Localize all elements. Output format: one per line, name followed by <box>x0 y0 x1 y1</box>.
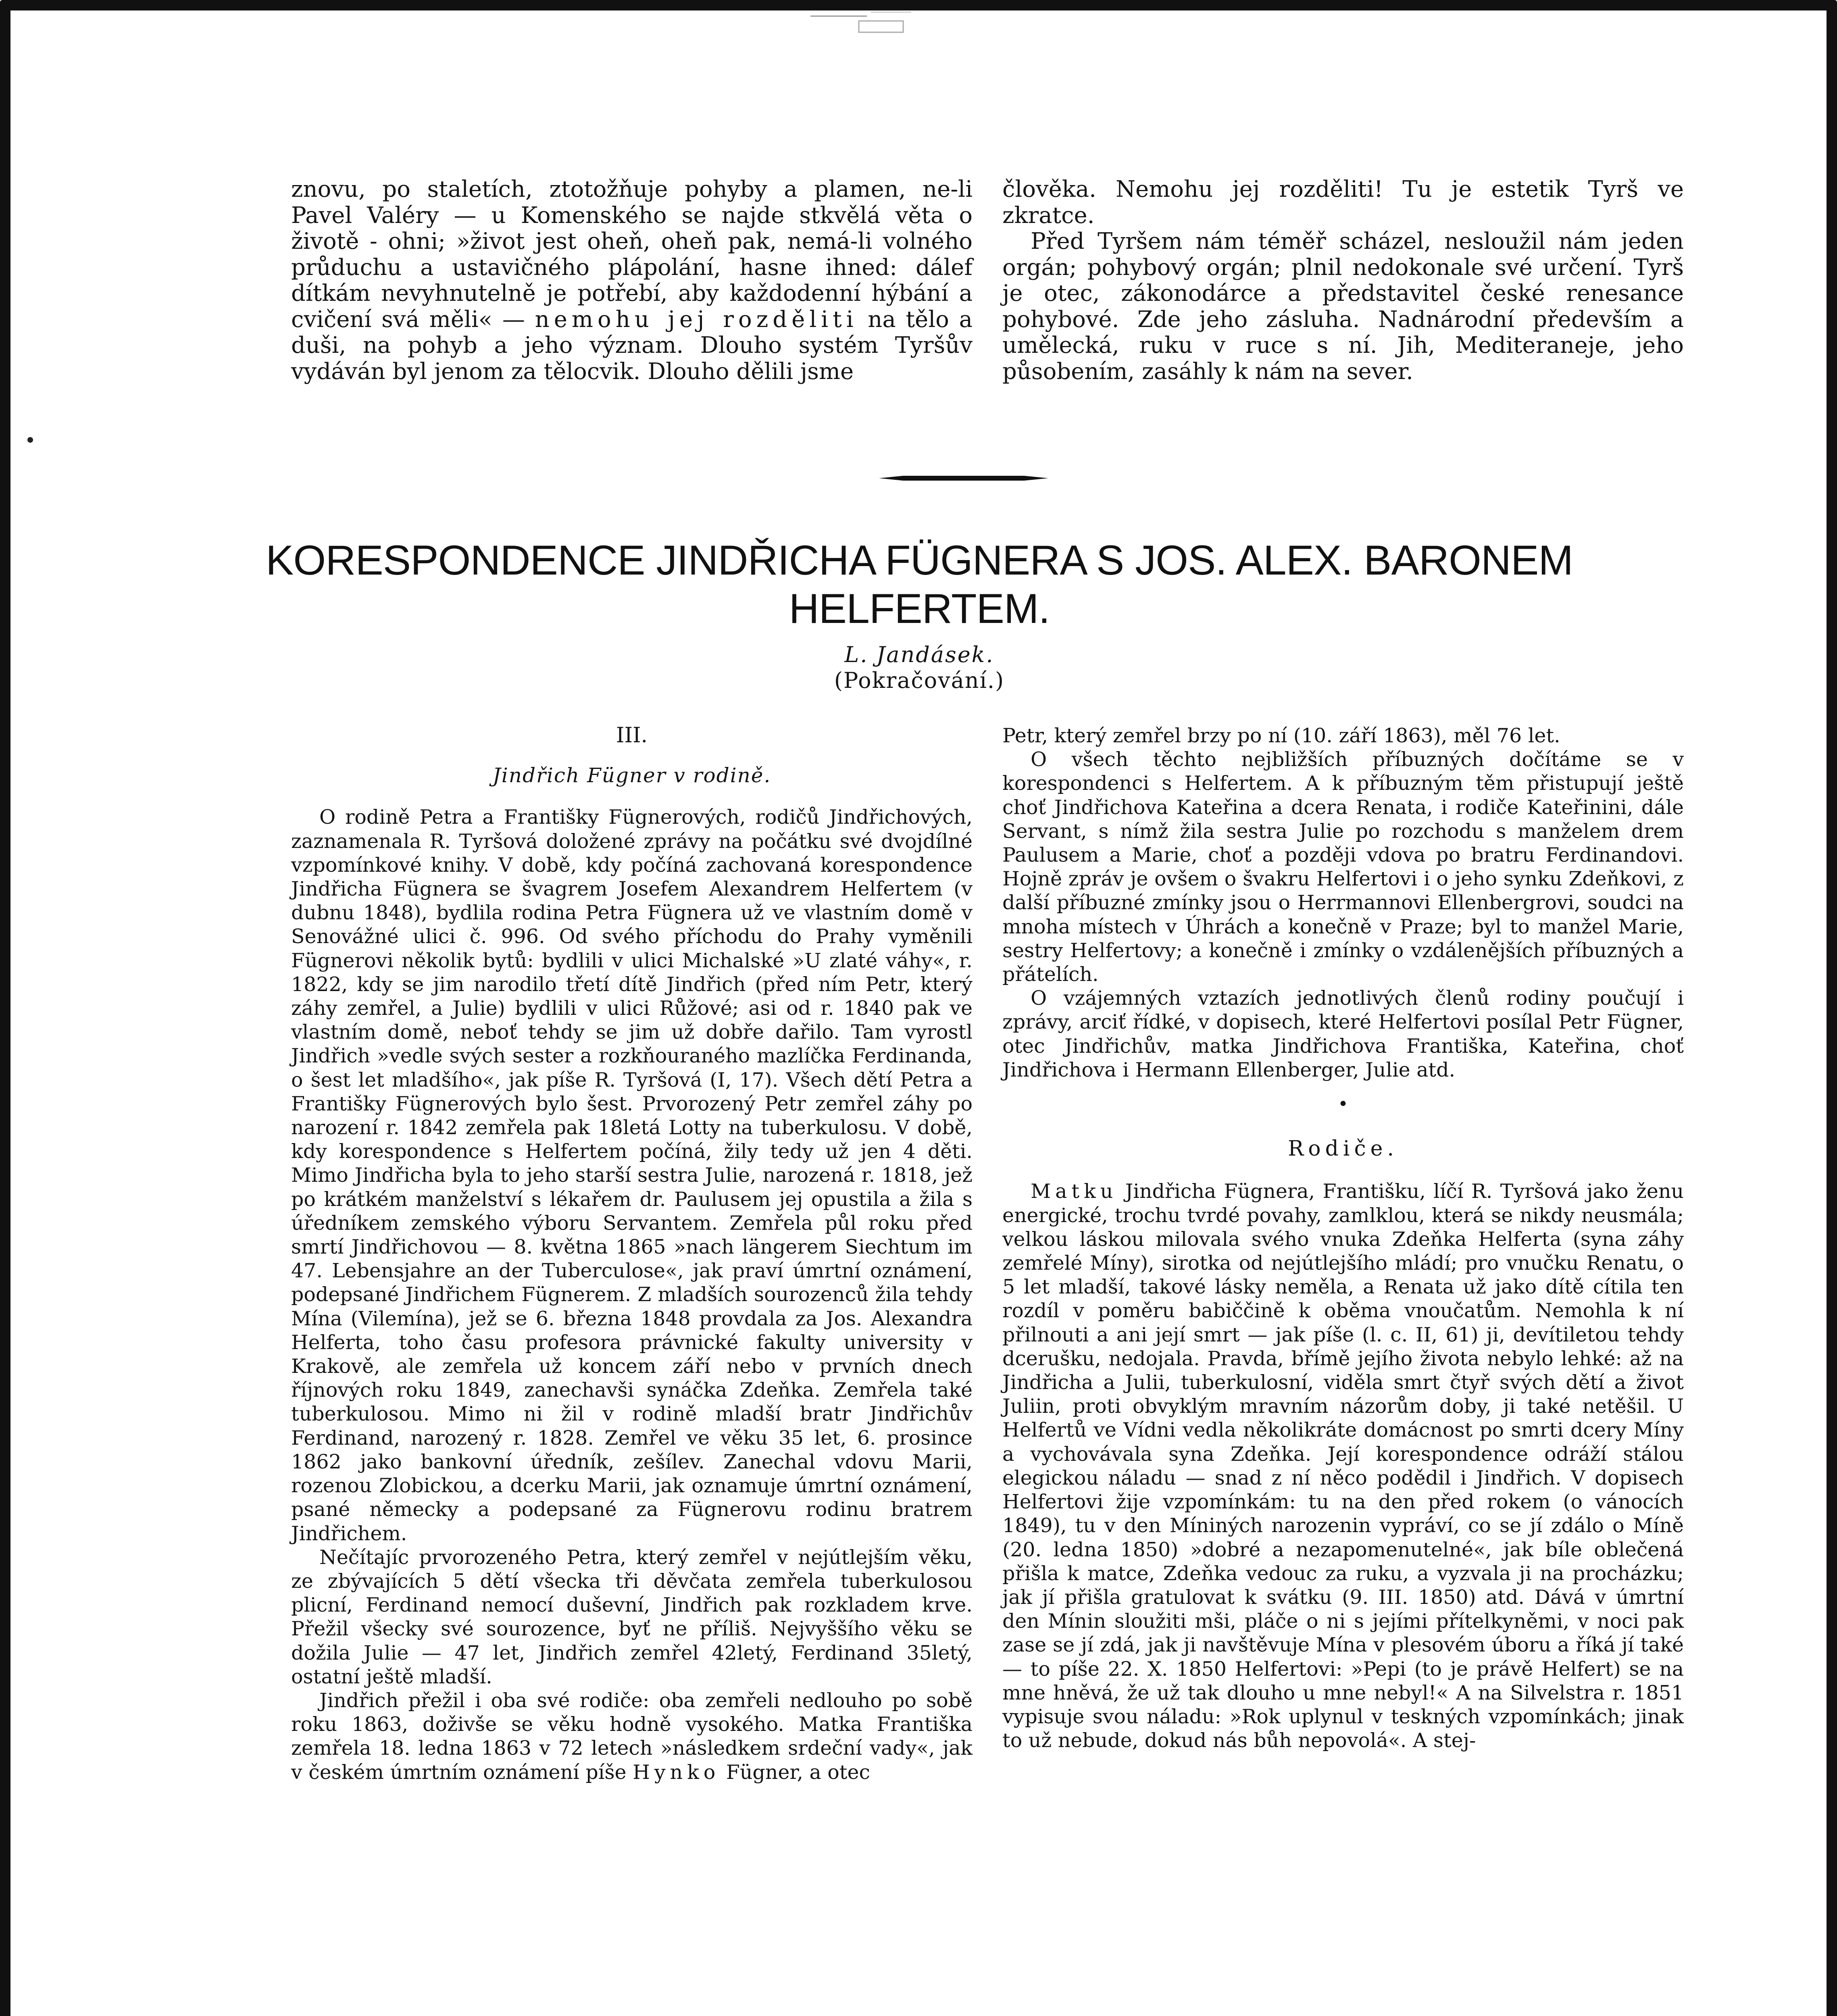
paragraph: O všech těchto nejbližších příbuzných dočítáme se v korespondenci s Helfertem. A k příbuzným těm přistupují ještě choť Jindřichova Kateřina a dcera Renata, i rodiče Kateřinini, dále Servant, s nímž žila sestra Julie po rozchodu s manželem drem Paulusem a Marie, choť a později vdova po bratru Ferdinandovi. Hojně zpráv je ovšem o švakru Helfertovi i o jeho synku Zdeňkovi, z další příbuzné zmínky jsou o Herrmannovi Ellenbergrovi, soudci na mnoha místech v Úhrách a konečně v Praze; byl to manžel Marie, sestry Helfertovy; a konečně i zmínky o vzdálenějších příbuzných a přátelích. <box>1002 748 1684 986</box>
article-title: KORESPONDENCE JINDŘICHA FÜGNERA S JOS. ALEX. BARONEM HELFERTEM. <box>265 537 1573 632</box>
paragraph: Nečítajíc prvorozeného Petra, který zemřel v nejútlejším věku, ze zbývajících 5 dětí všecka tři děvčata zemřela tuberkulosou plicní, Ferdinand nemocí duševní, Jindřich pak rozkladem krve. Přežil všecky své sourozence, byť ne příliš. Nejvyššího věku se dožila Julie — 47 let, Jindřich zemřel 42letý, Ferdinand 35letý, ostatní ještě mladší. <box>291 1545 973 1688</box>
section-heading: Rodiče. <box>1288 1137 1398 1161</box>
paragraph: Jindřich přežil i oba své rodiče: oba zemřeli nedlouho po sobě roku 1863, doživše se věku hodně vysokého. Matka Františka zemřela 18. ledna 1863 v 72 letech »následkem srdeční vady«, jak v českém úmrtním oznámení píše Hynko Fügner, a otec <box>291 1689 973 1784</box>
section-heading: III. <box>616 723 648 748</box>
paragraph: O rodině Petra a Františky Fügnerových, rodičů Jindřichových, zaznamenala R. Tyršová doložené zprávy na počátku své dvojdílné vzpomínkové knihy. V době, kdy počíná zachovaná korespondence Jindřicha Fügnera se švagrem Josefem Alexandrem Helfertem (v dubnu 1848), bydlila rodina Petra Fügnera už ve vlastním domě v Senovážné ulici č. 996. Od svého příchodu do Prahy vyměnili Fügnerovi několik bytů: bydlili v ulici Michalské »U zlaté váhy«, r. 1822, kdy se jim narodilo třetí dítě Jindřich (před ním Petr, který záhy zemřel, a Julie) bydlili v ulici Růžové; asi od r. 1840 pak ve vlastním domě, neboť tehdy se jim už dobře dařilo. Tam vyrostl Jindřich »vedle svých sester a rozkňouraného mazlíčka Ferdinanda, o šest let mladšího«, jak píše R. Tyršová (I, 17). Všech dětí Petra a Františky Fügnerových bylo šest. Prvorozený Petr zemřel záhy po narození r. 1842 zemřela pak 18letá Lotty na tuberkulosu. V době, kdy korespondence s Helfertem počíná, žily tedy už jen 4 děti. Mimo Jindřicha byla to jeho starší sestra Julie, narozená r. 1818, jež po krátkém manželství s lékařem dr. Paulusem jej opustila a žila s úředníkem zemského výboru Servantem. Zemřela půl roku před smrtí Jindřichovou — 8. května 1865 »nach längerem Siechtum im 47. Lebensjahre an der Tuberculose«, jak praví úmrtní oznámení, podepsané Jindřichem Fügnerem. Z mladších sourozenců žila tehdy Mína (Vilemína), jež se 6. března 1848 provdala za Jos. Alexandra Helferta, toho času profesora právnické fakulty university v Krakově, ale zemřela už koncem září nebo v prvních dnech říjnových roku 1849, zanechavši synáčka Zdeňka. Zemřela také tuberkulosou. Mimo ni žil v rodině mladší bratr Jindřichův Ferdinand, narozený r. 1828. Zemřel ve věku 35 let, 6. prosince 1862 jako bankovní úředník, zešílev. Zanechal vdovu Marii, rozenou Zlobickou, a dcerku Marii, jak oznamuje úmrtní oznámení, psané německy a podepsané za Fügnerovu rodinu bratrem Jindřichem. <box>291 806 973 1545</box>
continued-right-paragraph: člověka. Nemohu jej rozděliti! Tu je estetik Tyrš ve zkratce. <box>1002 176 1684 229</box>
subsection-heading: Jindřich Fügner v rodině. <box>492 764 771 787</box>
continued-left-paragraph: znovu, po staletích, ztotožňuje pohyby a plamen, ne-li Pavel Valéry — u Komenského se najde stkvělá věta o životě - ohni; »život jest oheň, oheň pak, nemá-li volného průduchu a ustavičného plápolání, hasne ihned: dálef dítkám nevyhnutelně je potřebí, aby každodenní hýbání a cvičení svá měli« — nemohu jej rozděliti na tělo a duši, na pohyb a jeho význam. Dlouho systém Tyršův vydáván byl jenom za tělocvik. Dlouho dělili jsme <box>291 176 973 385</box>
continued-right-column <box>1002 177 1684 385</box>
article-note: (Pokračování.) <box>834 668 1005 693</box>
continued-left-column <box>291 177 973 385</box>
section-divider <box>879 474 1048 483</box>
paragraph: Matku Jindřicha Fügnera, Františku, líčí R. Tyršová jako ženu energické, trochu tvrdé povahy, zamlklou, která se nikdy neusmála; velkou láskou milovala svého vnuka Zdeňka Helferta (syna záhy zemřelé Míny), sirotka od nejútlejšího mládí; pro vnučku Renatu, o 5 let mladší, takové lásky neměla, a Renata už jako dítě cítila ten rozdíl v poměru babiččině k oběma vnoučatům. Nemohla k ní přilnouti a ani její smrt — jak píše (l. c. II, 61) ji, devítiletou tehdy dcerušku, nedojala. Pravda, břímě jejího života nebylo lehké: až na Jindřicha a Julii, tuberkulosní, viděla smrt čtyř svých dětí a život Juliin, proti obvyklým mravním názorům doby, ji také netěšil. U Helfertů ve Vídni vedla několikráte domácnost po smrti dcery Míny a vychovávala syna Zdeňka. Její korespondence odráží stálou elegickou náladu — snad z ní něco podědil i Jindřich. V dopisech Helfertovi žije vzpomínkám: tu na den před rokem (o vánocích 1849), tu v den Míniných narozenin vypráví, co se jí zdálo o Míně (20. ledna 1850) »dobré a nezapomenutelné«, jak bíle oblečená přišla k matce, Zdeňka vedouc za ruku, a vyzvala ji na procházku; jak jí přišla gratulovat k svátku (9. III. 1850) atd. Dává v úmrtní den Mínin sloužiti mši, pláče o ni s jejími přítelkyněmi, v noci pak zase se jí zdá, jak ji navštěvuje Mína v plesovém úboru a říká jí také — to píše 22. X. 1850 Helfertovi: »Pepi (to je právě Helfert) se na mne hněvá, že už tak dlouho u mne nebyl!« A na Silvelstra r. 1851 vypisuje svou náladu: »Rok uplynul v teskných vzpomínkách; jinak to už nebude, dokud nás bůh nepovolá«. A stej- <box>1002 1180 1684 1752</box>
right-column <box>1002 724 1684 1752</box>
continued-right-paragraph: Před Tyršem nám téměř scházel, nesloužil nám jeden orgán; pohybový orgán; plnil nedokonale své určení. Tyrš je otec, zákonodárce a představitel české renesance pohybové. Zde jeho zásluha. Nadnárodní především a umělecká, ruku v ruce s ní. Jih, Mediteraneje, jeho působením, zasáhly k nám na sever. <box>1002 228 1684 385</box>
scan-mark <box>810 9 915 37</box>
left-column <box>291 724 973 1784</box>
bullet-separator: • <box>1338 1094 1348 1115</box>
margin-dot <box>27 437 33 443</box>
paragraph: O vzájemných vztazích jednotlivých členů rodiny poučují i zprávy, arciť řídké, v dopisech, které Helfertovi posílal Petr Fügner, otec Jindřichův, matka Jindřichova Františka, Kateřina, choť Jindřichova i Hermann Ellenberger, Julie atd. <box>1002 987 1684 1081</box>
article-author: L. Jandásek. <box>844 642 994 667</box>
paragraph: Petr, který zemřel brzy po ní (10. září 1863), měl 76 let. <box>1002 724 1560 747</box>
